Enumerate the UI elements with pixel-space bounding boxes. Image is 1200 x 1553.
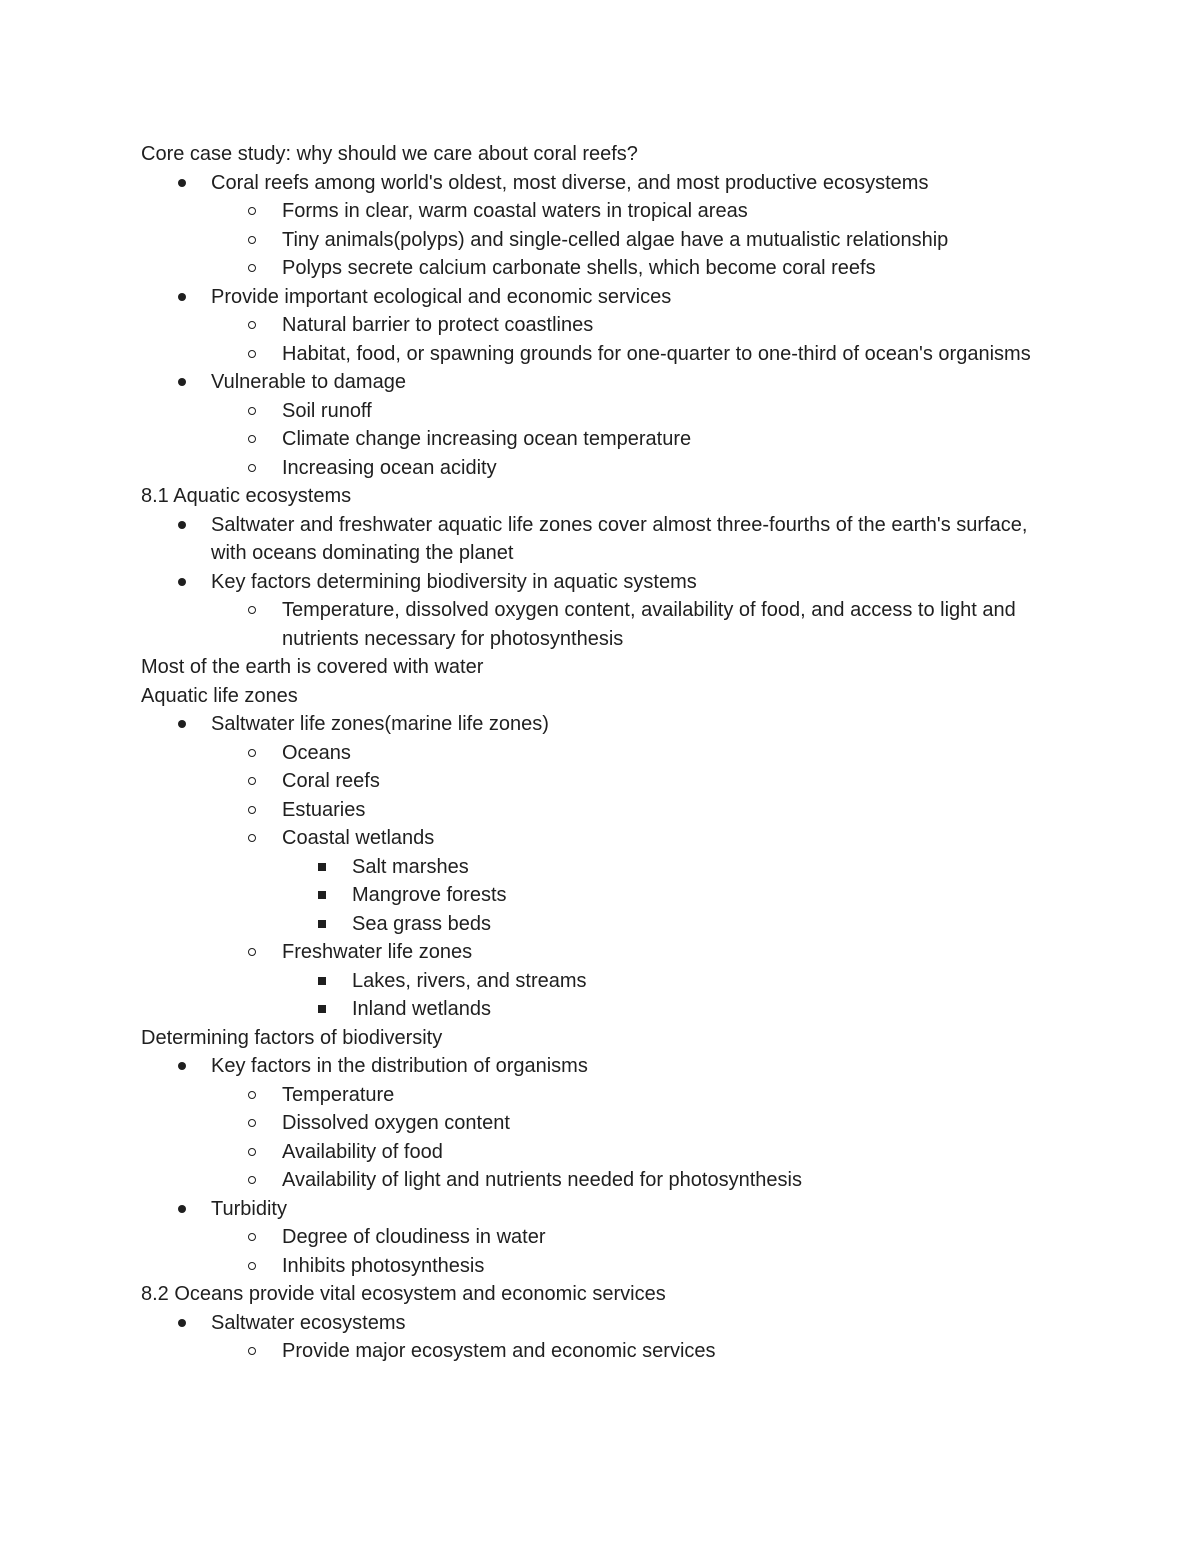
circle-bullet-icon: [248, 767, 256, 796]
circle-bullet-icon: [248, 1109, 256, 1138]
list-item-text: Key factors determining biodiversity in aquatic systems: [211, 570, 697, 593]
list-item: [141, 169, 1061, 198]
list-item: [141, 311, 1061, 340]
list-item-text: Saltwater ecosystems: [211, 1311, 406, 1334]
list-item-text: Saltwater life zones(marine life zones): [211, 713, 549, 735]
square-bullet-icon: [318, 995, 326, 1024]
list-item-text: Availability of food: [282, 1140, 443, 1163]
list-item-text: Salt marshes: [352, 855, 469, 878]
list-item-text: Habitat, food, or spawning grounds for one-quarter to one-third of ocean's organisms: [282, 342, 1031, 365]
heading-text: Core case study: why should we care about coral reefs?: [141, 143, 638, 165]
list-item-text: Vulnerable to damage: [211, 371, 406, 393]
disc-bullet-icon: [178, 1052, 186, 1081]
list-item: [141, 938, 1061, 967]
list-item-text: Inhibits photosynthesis: [282, 1254, 485, 1277]
square-bullet-icon: [318, 910, 326, 939]
circle-bullet-icon: [248, 1138, 256, 1167]
circle-bullet-icon: [248, 226, 256, 255]
list-item-text: Inland wetlands: [352, 998, 491, 1020]
heading-text: 8.2 Oceans provide vital ecosystem and economic services: [141, 1283, 666, 1305]
disc-bullet-icon: [178, 710, 186, 739]
list-item-text: Lakes, rivers, and streams: [352, 969, 587, 992]
disc-bullet-icon: [178, 1309, 186, 1338]
square-bullet-icon: [318, 881, 326, 910]
section-heading: [141, 140, 1061, 169]
circle-bullet-icon: [248, 454, 256, 483]
section-heading: [141, 1280, 1061, 1309]
list-item-text: Oceans: [282, 741, 351, 764]
circle-bullet-icon: [248, 1252, 256, 1281]
circle-bullet-icon: [248, 1081, 256, 1110]
square-bullet-icon: [318, 967, 326, 996]
circle-bullet-icon: [248, 796, 256, 825]
list-item-text: Climate change increasing ocean temperature: [282, 428, 692, 450]
section-heading: [141, 482, 1061, 511]
list-item: [141, 425, 1061, 454]
list-item: [141, 397, 1061, 426]
circle-bullet-icon: [248, 425, 256, 454]
list-item-text: Increasing ocean acidity: [282, 456, 497, 479]
list-item: [141, 1052, 1061, 1081]
list-item: [141, 910, 1061, 939]
heading-text: Determining factors of biodiversity: [141, 1026, 443, 1049]
document-body: [141, 140, 1061, 1366]
list-item-text: Key factors in the distribution of organisms: [211, 1055, 588, 1077]
circle-bullet-icon: [248, 197, 256, 226]
list-item-text: Temperature: [282, 1083, 395, 1106]
list-item-text: Availability of light and nutrients needed for photosynthesis: [282, 1169, 802, 1191]
list-item: [141, 596, 1061, 653]
section-heading: [141, 653, 1061, 682]
circle-bullet-icon: [248, 254, 256, 283]
section-heading: [141, 1024, 1061, 1053]
list-item: [141, 967, 1061, 996]
disc-bullet-icon: [178, 1195, 186, 1224]
list-item: [141, 1252, 1061, 1281]
circle-bullet-icon: [248, 739, 256, 768]
list-item: [141, 796, 1061, 825]
list-item-text: Freshwater life zones: [282, 941, 473, 963]
heading-text: Most of the earth is covered with water: [141, 656, 484, 678]
list-item: [141, 995, 1061, 1024]
list-item-text: Mangrove forests: [352, 884, 507, 906]
list-item: [141, 1109, 1061, 1138]
list-item: [141, 1138, 1061, 1167]
list-item-text: Saltwater and freshwater aquatic life zones cover almost three-fourths of the earth's surface, with oceans dominating the planet: [211, 513, 1028, 564]
list-item-text: Polyps secrete calcium carbonate shells, which become coral reefs: [282, 257, 876, 279]
disc-bullet-icon: [178, 511, 186, 540]
circle-bullet-icon: [248, 824, 256, 853]
list-item: [141, 340, 1061, 369]
list-item-text: Tiny animals(polyps) and single-celled algae have a mutualistic relationship: [282, 228, 949, 251]
list-item: [141, 511, 1061, 568]
circle-bullet-icon: [248, 1223, 256, 1252]
disc-bullet-icon: [178, 283, 186, 312]
circle-bullet-icon: [248, 1166, 256, 1195]
list-item-text: Degree of cloudiness in water: [282, 1226, 546, 1248]
list-item: [141, 1223, 1061, 1252]
list-item-text: Soil runoff: [282, 399, 372, 422]
heading-text: Aquatic life zones: [141, 684, 298, 707]
list-item: [141, 568, 1061, 597]
list-item: [141, 881, 1061, 910]
disc-bullet-icon: [178, 368, 186, 397]
circle-bullet-icon: [248, 1337, 256, 1366]
disc-bullet-icon: [178, 568, 186, 597]
disc-bullet-icon: [178, 169, 186, 198]
list-item: [141, 853, 1061, 882]
list-item-text: Forms in clear, warm coastal waters in tropical areas: [282, 200, 748, 222]
list-item: [141, 1166, 1061, 1195]
square-bullet-icon: [318, 853, 326, 882]
circle-bullet-icon: [248, 938, 256, 967]
list-item: [141, 1337, 1061, 1366]
list-item-text: Dissolved oxygen content: [282, 1112, 510, 1134]
list-item-text: Temperature, dissolved oxygen content, availability of food, and access to light and nutrients necessary for photosynthesis: [282, 599, 1016, 650]
list-item-text: Provide important ecological and economic services: [211, 285, 672, 308]
heading-text: 8.1 Aquatic ecosystems: [141, 485, 352, 507]
list-item: [141, 254, 1061, 283]
list-item-text: Natural barrier to protect coastlines: [282, 314, 594, 336]
circle-bullet-icon: [248, 397, 256, 426]
list-item: [141, 1195, 1061, 1224]
list-item: [141, 1309, 1061, 1338]
list-item-text: Coral reefs among world's oldest, most diverse, and most productive ecosystems: [211, 171, 929, 194]
list-item: [141, 767, 1061, 796]
list-item-text: Provide major ecosystem and economic services: [282, 1340, 716, 1362]
list-item: [141, 226, 1061, 255]
list-item: [141, 454, 1061, 483]
list-item: [141, 197, 1061, 226]
list-item: [141, 283, 1061, 312]
list-item-text: Sea grass beds: [352, 912, 491, 935]
list-item-text: Turbidity: [211, 1197, 287, 1220]
section-heading: [141, 682, 1061, 711]
list-item: [141, 824, 1061, 853]
circle-bullet-icon: [248, 340, 256, 369]
circle-bullet-icon: [248, 596, 256, 625]
list-item-text: Coastal wetlands: [282, 827, 435, 849]
list-item: [141, 1081, 1061, 1110]
circle-bullet-icon: [248, 311, 256, 340]
list-item: [141, 710, 1061, 739]
list-item-text: Estuaries: [282, 798, 366, 821]
list-item-text: Coral reefs: [282, 770, 380, 792]
list-item: [141, 368, 1061, 397]
list-item: [141, 739, 1061, 768]
